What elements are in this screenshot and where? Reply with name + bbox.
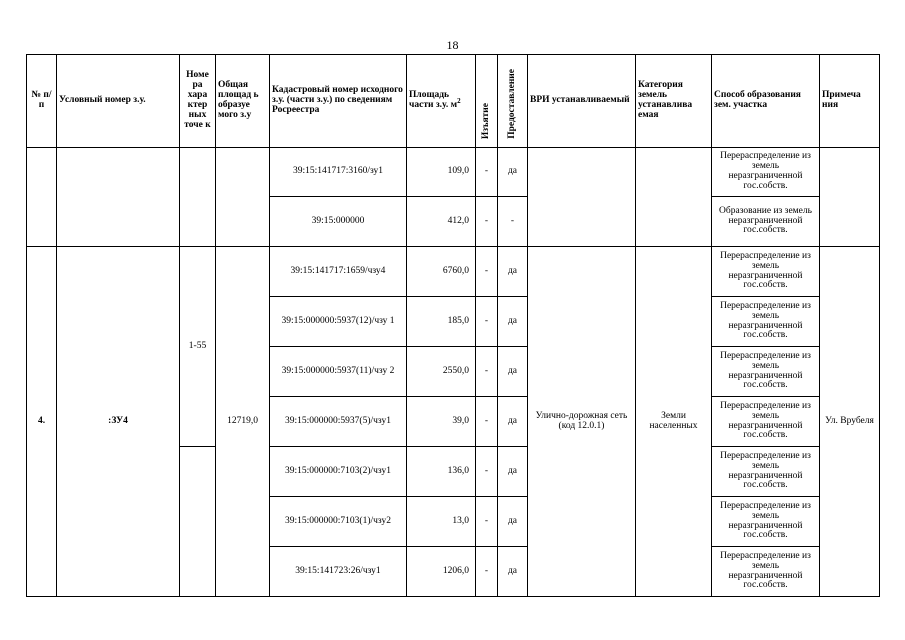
area-cell: 185,0 — [407, 297, 476, 347]
header-char-points: Номе ра хара ктер ных точе к — [180, 55, 216, 148]
withdrawal-cell: - — [476, 397, 498, 447]
method-cell: Образование из земель неразграниченной гос.собств. — [712, 197, 820, 247]
cadastral-cell: 39:15:000000:5937(5)/чзу1 — [270, 397, 407, 447]
header-conditional-number: Условный номер з.у. — [57, 55, 180, 148]
withdrawal-cell: - — [476, 148, 498, 197]
header-withdrawal — [476, 55, 498, 148]
page-number: 18 — [446, 38, 459, 52]
method-cell: Перераспределение из земель неразграниченной гос.собств. — [712, 148, 820, 197]
method-cell: Перераспределение из земель неразграниченной гос.собств. — [712, 547, 820, 597]
header-note: Примеча ния — [820, 55, 880, 148]
area-cell: 39,0 — [407, 397, 476, 447]
method-cell: Перераспределение из земель неразграниченной гос.собств. — [712, 447, 820, 497]
header-provision-label: Предоставление — [506, 69, 517, 140]
withdrawal-cell: - — [476, 297, 498, 347]
header-part-area-label: Площадь части з.у. м — [409, 89, 458, 111]
provision-cell: да — [498, 547, 528, 597]
method-cell: Перераспределение из земель неразграниченной гос.собств. — [712, 297, 820, 347]
cadastral-cell: 39:15:000000:7103(1)/чзу2 — [270, 497, 407, 547]
cadastral-cell: 39:15:141717:3160/зу1 — [270, 148, 407, 197]
cadastral-cell: 39:15:000000:5937(12)/чзу 1 — [270, 297, 407, 347]
area-cell: 13,0 — [407, 497, 476, 547]
cont-num-cell — [27, 148, 57, 247]
group-vri-cell: Улично-дорожная сеть (код 12.0.1) — [528, 247, 636, 597]
withdrawal-cell: - — [476, 497, 498, 547]
table-row — [27, 247, 880, 297]
cont-note-cell — [820, 148, 880, 247]
header-method: Способ образования зем. участка — [712, 55, 820, 148]
area-cell: 412,0 — [407, 197, 476, 247]
withdrawal-cell: - — [476, 347, 498, 397]
header-total-area: Общая площад ь образуе мого з.у — [216, 55, 270, 148]
header-provision — [498, 55, 528, 148]
withdrawal-cell: - — [476, 247, 498, 297]
cont-total-area-cell — [216, 148, 270, 247]
provision-cell: да — [498, 247, 528, 297]
header-part-area — [407, 55, 476, 148]
provision-cell: - — [498, 197, 528, 247]
group-total-area-cell: 12719,0 — [216, 247, 270, 597]
group-note-cell: Ул. Врубеля — [820, 247, 880, 597]
header-part-area-sup: 2 — [457, 96, 461, 105]
provision-cell: да — [498, 347, 528, 397]
area-cell: 1206,0 — [407, 547, 476, 597]
withdrawal-cell: - — [476, 447, 498, 497]
group-num-cell: 4. — [27, 247, 57, 597]
provision-cell: да — [498, 447, 528, 497]
cadastral-cell: 39:15:000000:5937(11)/чзу 2 — [270, 347, 407, 397]
cont-category-cell — [636, 148, 712, 247]
area-cell: 109,0 — [407, 148, 476, 197]
cadastral-cell: 39:15:141717:1659/чзу4 — [270, 247, 407, 297]
withdrawal-cell: - — [476, 547, 498, 597]
cadastral-cell: 39:15:141723:26/чзу1 — [270, 547, 407, 597]
header-vri: ВРИ устанавливаемый — [528, 55, 636, 148]
method-cell: Перераспределение из земель неразграниченной гос.собств. — [712, 497, 820, 547]
area-cell: 136,0 — [407, 447, 476, 497]
provision-cell: да — [498, 397, 528, 447]
header-cadastral: Кадастровый номер исходного з.у. (части з.у.) по сведениям Росреестра — [270, 55, 407, 148]
header-row — [27, 55, 880, 148]
provision-cell: да — [498, 497, 528, 547]
cont-char-points-cell — [180, 148, 216, 247]
group-char-points-cell: 1-55 — [180, 247, 216, 447]
method-cell: Перераспределение из земель неразграниченной гос.собств. — [712, 397, 820, 447]
cadastral-cell: 39:15:000000 — [270, 197, 407, 247]
group-conditional-number-cell: :ЗУ4 — [57, 247, 180, 597]
group-char-points-empty-cell — [180, 447, 216, 597]
method-cell: Перераспределение из земель неразграниченной гос.собств. — [712, 347, 820, 397]
withdrawal-cell: - — [476, 197, 498, 247]
cont-vri-cell — [528, 148, 636, 247]
cadastral-cell: 39:15:000000:7103(2)/чзу1 — [270, 447, 407, 497]
cont-conditional-cell — [57, 148, 180, 247]
table-row — [27, 148, 880, 197]
area-cell: 6760,0 — [407, 247, 476, 297]
provision-cell: да — [498, 297, 528, 347]
provision-cell: да — [498, 148, 528, 197]
header-withdrawal-label: Изъятие — [480, 102, 491, 140]
header-num: № п/п — [27, 55, 57, 148]
group-category-cell: Земли населенных — [636, 247, 712, 597]
header-category: Категория земель устанавлива емая — [636, 55, 712, 148]
land-plots-table — [26, 54, 880, 597]
area-cell: 2550,0 — [407, 347, 476, 397]
method-cell: Перераспределение из земель неразграниченной гос.собств. — [712, 247, 820, 297]
